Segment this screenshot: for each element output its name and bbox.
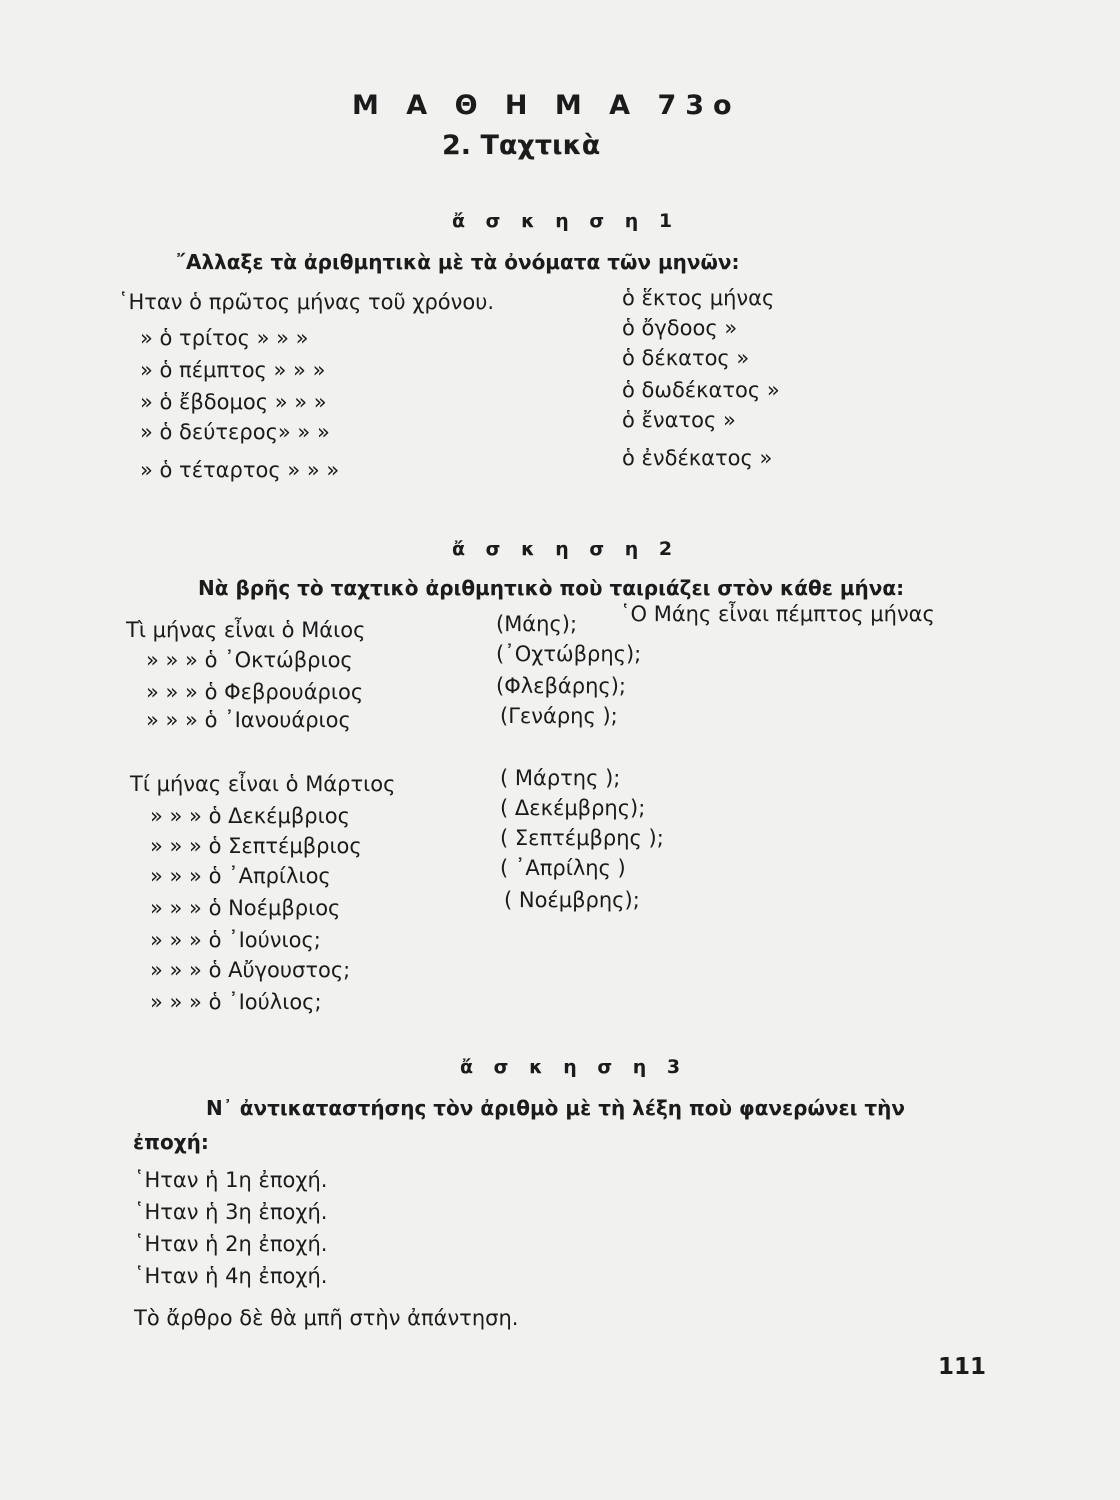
exercise3-line: ῾Ηταν ἡ 2η ἐποχή.: [134, 1232, 328, 1256]
exercise2-question: » » » ὁ Δεκέμβριος: [150, 804, 350, 828]
exercise2-question: Τὶ μήνας εἶναι ὁ Μάιος: [126, 618, 366, 642]
exercise2-question: » » » ὁ Νοέμβριος: [150, 896, 341, 920]
exercise2-alt-name: (᾿Οχτώβρης);: [496, 642, 642, 666]
exercise2-alt-name: ( Σεπτέμβρης );: [500, 826, 664, 850]
exercise2-alt-name: ( Νοέμβρης);: [504, 888, 640, 912]
exercise2-question: » » » ὁ Σεπτέμβριος: [150, 834, 362, 858]
exercise2-alt-name: ( Μάρτης );: [500, 766, 621, 790]
exercise2-alt-name: ( Δεκέμβρης);: [500, 796, 646, 820]
exercise2-question: » » » ὁ Φεβρουάριος: [146, 680, 364, 704]
exercise2-alt-name: ( ᾿Απρίλης ): [500, 856, 626, 880]
exercise2-question: » » » ὁ ᾿Οκτώβριος: [146, 648, 353, 672]
page-number: 111: [938, 1354, 987, 1380]
exercise3-heading: ἄ σ κ η σ η 3: [460, 1056, 688, 1078]
exercise2-question: » » » ὁ ᾿Ιανουάριος: [146, 708, 351, 732]
exercise2-sample-answer: ῾Ο Μάης εἶναι πέμπτος μήνας: [620, 602, 935, 626]
exercise2-instruction: Νὰ βρῆς τὸ ταχτικὸ ἀριθμητικὸ ποὺ ταιριάζει στὸν κάθε μήνα:: [198, 576, 905, 600]
exercise1-left-line: » ὁ τέταρτος » » »: [140, 458, 340, 482]
exercise2-question: » » » ὁ ᾿Απρίλιος: [150, 864, 331, 888]
exercise1-right-line: ὁ ἔνατος »: [622, 408, 736, 432]
exercise3-note: Τὸ ἄρθρο δὲ θὰ μπῆ στὴν ἀπάντηση.: [134, 1306, 519, 1330]
exercise1-right-line: ὁ ἕκτος μήνας: [622, 286, 775, 310]
exercise1-left-line: » ὁ τρίτος » » »: [140, 326, 309, 350]
exercise1-left-line: » ὁ πέμπτος » » »: [140, 358, 326, 382]
exercise1-right-line: ὁ δέκατος »: [622, 346, 750, 370]
lesson-title: Μ Α Θ Η Μ Α 73ο: [352, 90, 741, 121]
exercise2-alt-name: (Φλεβάρης);: [496, 674, 626, 698]
exercise3-line: ῾Ηταν ἡ 1η ἐποχή.: [134, 1168, 328, 1192]
exercise3-line: ῾Ηταν ἡ 3η ἐποχή.: [134, 1200, 328, 1224]
exercise2-question: » » » ὁ ᾿Ιούλιος;: [150, 990, 322, 1014]
exercise2-question: » » » ὁ ᾿Ιούνιος;: [150, 928, 321, 952]
exercise2-question: Τί μήνας εἶναι ὁ Μάρτιος: [130, 772, 396, 796]
exercise3-line: ῾Ηταν ἡ 4η ἐποχή.: [134, 1264, 328, 1288]
exercise1-heading: ἄ σ κ η σ η 1: [452, 210, 680, 232]
exercise2-question: » » » ὁ Αὔγουστος;: [150, 958, 351, 982]
exercise2-heading: ἄ σ κ η σ η 2: [452, 538, 680, 560]
exercise1-right-line: ὁ ἐνδέκατος »: [622, 446, 773, 470]
exercise2-alt-name: (Γενάρης );: [500, 704, 618, 728]
exercise2-alt-name: (Μάης);: [496, 612, 578, 636]
exercise1-left-line: » ὁ ἔβδομος » » »: [140, 390, 327, 414]
exercise1-right-line: ὁ ὄγδοος »: [622, 316, 738, 340]
exercise1-instruction: ῎Αλλαξε τὰ ἀριθμητικὰ μὲ τὰ ὀνόματα τῶν μηνῶν:: [176, 250, 740, 274]
exercise1-left-line: ῾Ηταν ὁ πρῶτος μήνας τοῦ χρόνου.: [118, 290, 495, 314]
exercise1-left-line: » ὁ δεύτερος» » »: [140, 420, 330, 444]
exercise3-instruction-line2: ἐποχή:: [133, 1130, 209, 1154]
exercise3-instruction-line1: Ν᾿ ἀντικαταστήσης τὸν ἀριθμὸ μὲ τὴ λέξη ποὺ φανερώνει τὴν: [206, 1096, 905, 1120]
exercise1-right-line: ὁ δωδέκατος »: [622, 378, 780, 402]
lesson-subtitle: 2. Ταχτικὰ: [442, 130, 601, 161]
